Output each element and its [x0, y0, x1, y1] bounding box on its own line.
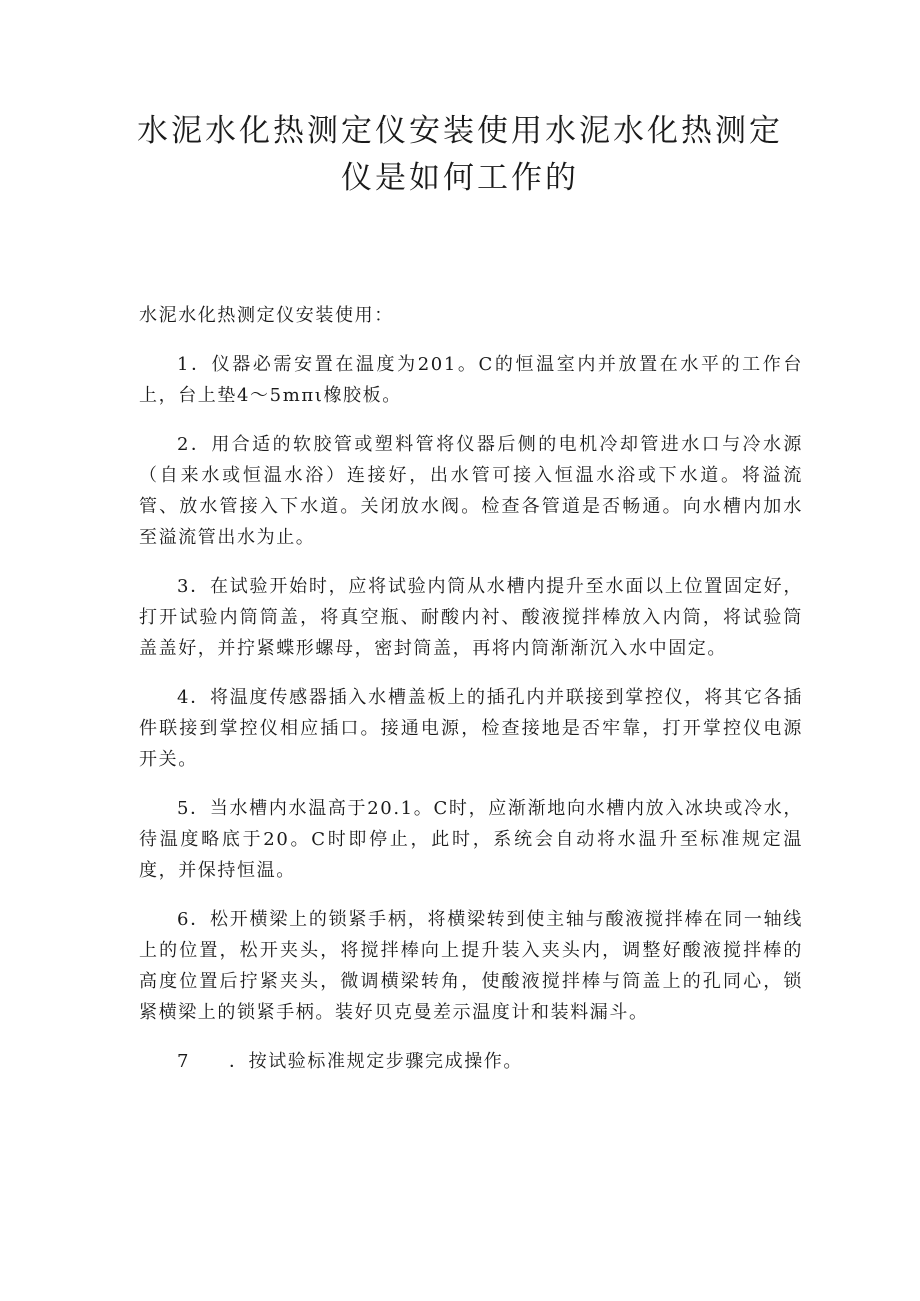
step-text: ．当水槽内水温高于20.1。C时，应渐渐地向水槽内放入冰块或冷水，待温度略底于20。C时即停止，此时，系统会自动将水温升至标准规定温度，并保持恒温。: [139, 798, 803, 881]
step-number: 3: [177, 576, 191, 597]
step-number: 7: [177, 1051, 191, 1072]
document-body: [139, 300, 803, 1095]
step-number: 5: [177, 798, 191, 819]
document-title: [120, 108, 800, 202]
intro-paragraph: 水泥水化热测定仪安装使用：: [139, 305, 394, 326]
step-text: ．将温度传感器插入水槽盖板上的插孔内并联接到掌控仪，将其它各插件联接到掌控仪相应插口。接通电源，检查接地是否牢靠，打开掌控仪电源开关。: [139, 687, 803, 770]
step-item-6: [139, 904, 803, 1028]
step-item-3: [139, 571, 803, 664]
step-number: 6: [177, 909, 191, 930]
step-item-4: [139, 682, 803, 775]
step-text: ．用合适的软胶管或塑料管将仪器后侧的电机冷却管进水口与冷水源（自来水或恒温水浴）连接好，出水管可接入恒温水浴或下水道。将溢流管、放水管接入下水道。关闭放水阀。检查各管道是否畅通。向水槽内加水至溢流管出水为止。: [139, 434, 803, 548]
step-text: ．在试验开始时，应将试验内筒从水槽内提升至水面以上位置固定好，打开试验内筒筒盖，将真空瓶、耐酸内衬、酸液搅拌棒放入内筒，将试验筒盖盖好，并拧紧蝶形螺母，密封筒盖，再将内筒渐渐沉入水中固定。: [139, 576, 803, 659]
step-number: 4: [177, 687, 191, 708]
step-text: ．松开横梁上的锁紧手柄，将横梁转到使主轴与酸液搅拌棒在同一轴线上的位置，松开夹头，将搅拌棒向上提升装入夹头内，调整好酸液搅拌棒的高度位置后拧紧夹头，微调横梁转角，使酸液搅拌棒与筒盖上的孔同心，锁紧横梁上的锁紧手柄。装好贝克曼差示温度计和装料漏斗。: [139, 909, 803, 1023]
title-line-1: 水泥水化热测定仪安装使用水泥水化热测定: [137, 113, 783, 149]
step-item-5: [139, 793, 803, 886]
step-item-2: [139, 429, 803, 553]
step-item-7: [139, 1046, 803, 1077]
step-text: ．仪器必需安置在温度为201。C的恒温室内并放置在水平的工作台上，台上垫4～5mπι橡胶板。: [139, 354, 803, 406]
step-item-1: [139, 349, 803, 411]
step-number: 2: [177, 434, 191, 455]
step-text: ．按试验标准规定步骤完成操作。: [229, 1051, 523, 1072]
step-number: 1: [177, 354, 191, 375]
title-line-2: 仪是如何工作的: [341, 160, 579, 196]
